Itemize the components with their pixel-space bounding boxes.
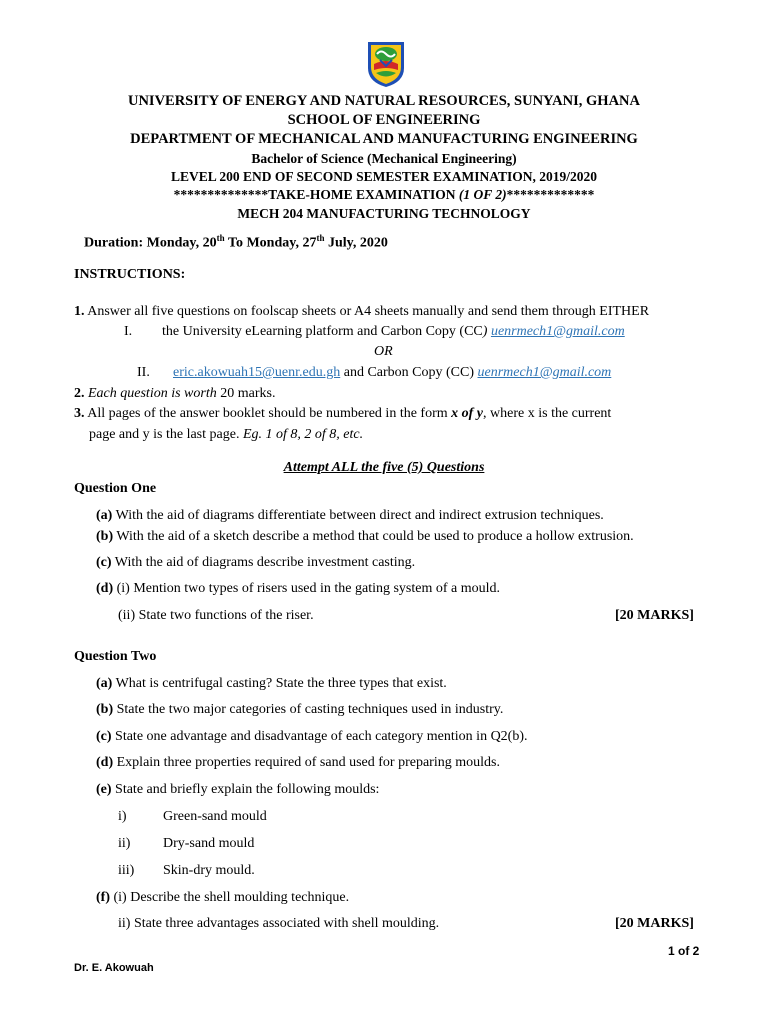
instruction-3-line2 [89,427,363,443]
author-footer: Dr. E. Akowuah [74,962,154,974]
q2-f-label: (f) [96,890,110,905]
exam-type [0,187,768,203]
page-number: 1 of 2 [668,944,700,958]
option-1-text: the University eLearning platform and Carbon Copy (CC [162,324,483,339]
question-one-title: Question One [74,481,157,496]
duration-sup2: th [316,233,325,243]
duration-suffix: July, 2020 [324,235,388,251]
crest-icon [366,40,406,88]
instruction-2 [74,386,275,402]
email-link-lecturer[interactable]: eric.akowuah15@uenr.edu.gh [173,365,341,380]
email-link-cc-1[interactable]: uenrmech1@gmail.com [490,324,625,339]
duration-prefix: Duration: Monday, 20 [84,235,217,251]
q2-marks: [20 MARKS] [615,916,694,931]
q2-e-item-text: Skin-dry mould. [163,863,255,878]
q1-d [96,581,500,597]
stars-left: ************** [173,187,269,202]
q2-f-ii: ii) State three advantages associated with shell moulding. [118,916,440,931]
q1-b [96,529,634,545]
q2-c-text: State one advantage and disadvantage of each category mention in Q2(b). [111,729,528,744]
q2-a-text: What is centrifugal casting? State the three types that exist. [112,676,447,691]
duration [84,233,388,252]
or-separator: OR [374,344,393,359]
q2-d-text: Explain three properties required of sand used for preparing moulds. [113,755,500,770]
q1-a-label: (a) [96,508,113,523]
option-2-num: II. [137,365,150,380]
q2-e-item-text: Green-sand mould [163,809,267,824]
q2-f [96,890,349,906]
instruction-2-italic: Each question is worth [84,386,217,401]
q2-b-label: (b) [96,702,114,717]
attempt-heading: Attempt ALL the five (5) Questions [283,460,485,475]
q1-d-label: (d) [96,581,114,596]
q1-a-text: With the aid of diagrams differentiate between direct and indirect extrusion techniques. [112,508,604,523]
q1-b-text: With the aid of a sketch describe a method that could be used to produce a hollow extrusion. [113,529,634,544]
instruction-1-num: 1. [74,304,85,319]
exam-part: (1 OF 2) [458,187,507,202]
instruction-3-example: Eg. 1 of 8, 2 of 8, etc. [242,427,364,442]
instruction-1-text: Answer all five questions on foolscap sheets or A4 sheets manually and send them through EITHER [84,304,650,319]
university-logo [366,40,406,88]
exam-level: LEVEL 200 END OF SECOND SEMESTER EXAMINATION, 2019/2020 [170,169,598,184]
option-1-num: I. [124,324,133,339]
degree-name: Bachelor of Science (Mechanical Engineering) [251,151,517,166]
option-2-text: and Carbon Copy (CC) [340,365,478,380]
q2-b-text: State the two major categories of casting techniques used in industry. [113,702,504,717]
instruction-3-text2: , where x is the current [483,406,612,421]
duration-middle: To Monday, 27 [224,235,317,251]
q2-e-item-num: ii) [118,836,131,851]
instruction-3-line2-text: page and y is the last page. [89,427,243,442]
question-two-title: Question Two [74,649,157,664]
university-name: UNIVERSITY OF ENERGY AND NATURAL RESOURCES, SUNYANI, GHANA [127,93,640,109]
q2-c [96,729,528,745]
q1-d-text: (i) Mention two types of risers used in the gating system of a mould. [113,581,501,596]
course-title: MECH 204 MANUFACTURING TECHNOLOGY [237,206,531,221]
q2-e-label: (e) [96,782,112,797]
instruction-3-form: x of y [451,406,484,421]
exam-label: TAKE-HOME EXAMINATION [268,187,459,202]
q2-e-item-num: i) [118,809,127,824]
option-1-paren: ) [482,324,491,339]
instruction-2-text: 20 marks. [216,386,276,401]
instruction-2-num: 2. [74,386,85,401]
q1-c-text: With the aid of diagrams describe investment casting. [111,555,416,570]
q1-c [96,555,415,571]
instruction-3-text: All pages of the answer booklet should be numbered in the form [84,406,452,421]
duration-sup1: th [216,233,225,243]
stars-right: ************* [506,187,595,202]
q2-d [96,755,500,771]
option-2 [173,365,611,381]
q2-a [96,676,447,692]
q2-c-label: (c) [96,729,112,744]
q1-marks: [20 MARKS] [615,608,694,623]
q2-a-label: (a) [96,676,113,691]
instruction-1 [74,304,649,320]
instruction-3-num: 3. [74,406,85,421]
q2-e-text: State and briefly explain the following moulds: [111,782,380,797]
q2-e-item-text: Dry-sand mould [163,836,255,851]
q1-c-label: (c) [96,555,112,570]
instructions-heading: INSTRUCTIONS: [74,267,186,282]
q1-d-ii: (ii) State two functions of the riser. [118,608,314,623]
email-link-cc-2[interactable]: uenrmech1@gmail.com [477,365,612,380]
option-1 [162,324,625,340]
department-name: DEPARTMENT OF MECHANICAL AND MANUFACTURING ENGINEERING [130,131,638,147]
school-name: SCHOOL OF ENGINEERING [287,112,481,128]
q2-e [96,782,379,798]
q2-e-item-num: iii) [118,863,135,878]
instruction-3 [74,406,611,422]
q2-f-text: (i) Describe the shell moulding technique. [110,890,350,905]
q1-b-label: (b) [96,529,114,544]
q2-b [96,702,503,718]
q2-d-label: (d) [96,755,114,770]
q1-a [96,508,604,524]
